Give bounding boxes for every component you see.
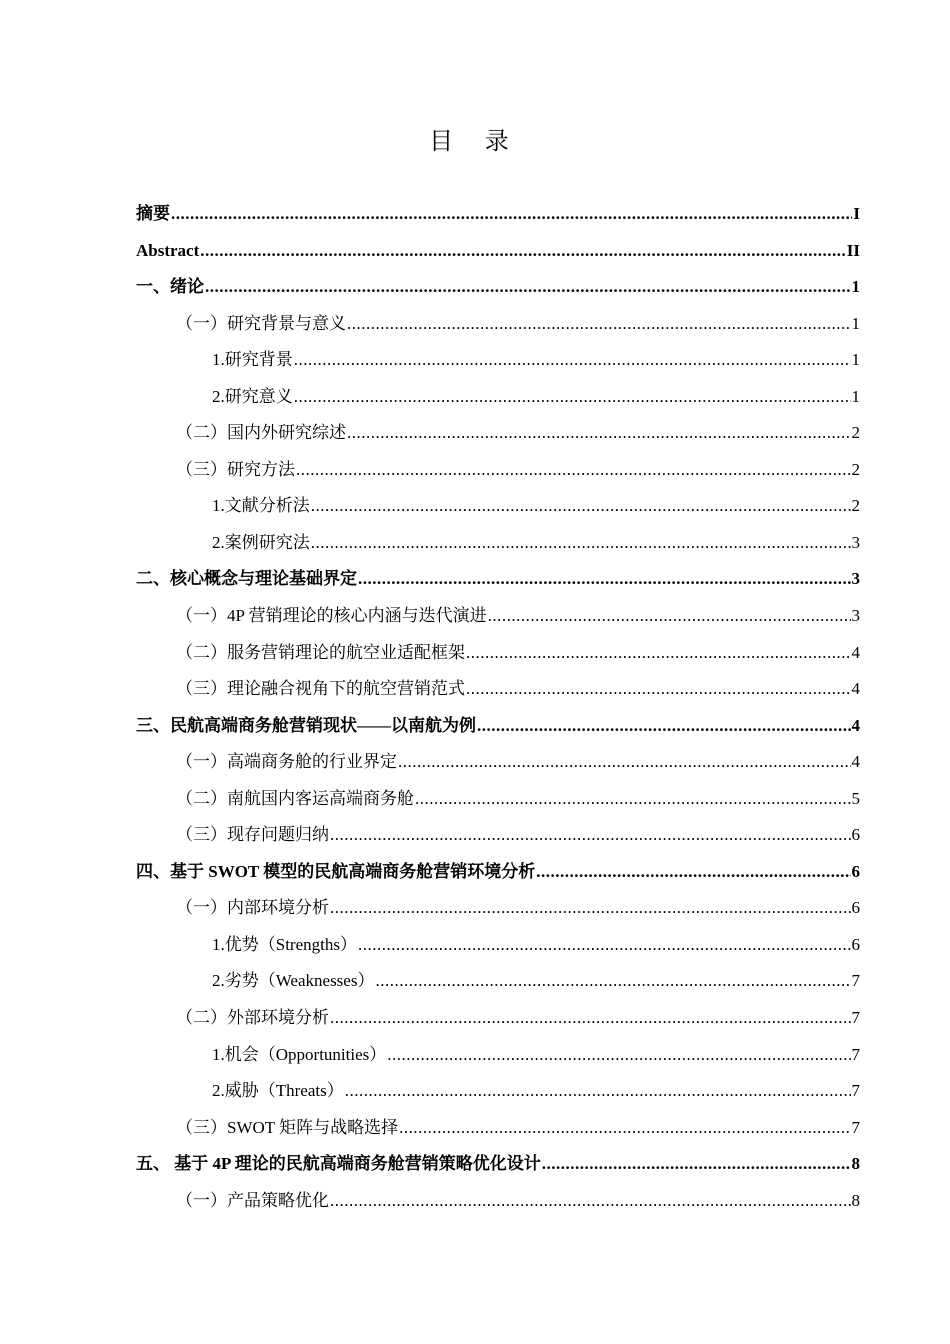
toc-leader-dots	[200, 233, 846, 270]
toc-leader-dots	[345, 1073, 851, 1110]
toc-entry-title: 三、民航高端商务舱营销现状——以南航为例	[136, 715, 476, 735]
toc-entry-title: （一）产品策略优化	[176, 1190, 329, 1210]
toc-entry-page: 8	[851, 1190, 860, 1210]
page-title: 目 录	[429, 127, 521, 155]
toc-entry[interactable]	[136, 1183, 860, 1220]
toc-leader-dots	[375, 963, 850, 1000]
toc-entry-page: 3	[851, 606, 860, 626]
toc-entry[interactable]	[136, 1073, 860, 1110]
toc-entry[interactable]	[136, 196, 860, 233]
toc-entry[interactable]	[136, 1037, 860, 1074]
toc-entry[interactable]	[136, 927, 860, 964]
toc-entry-title: 2.案例研究法	[212, 532, 310, 552]
toc-entry[interactable]	[136, 525, 860, 562]
toc-leader-dots	[477, 708, 851, 745]
toc-leader-dots	[330, 1000, 851, 1037]
toc-entry-page: 3	[851, 532, 860, 552]
toc-entry[interactable]	[136, 635, 860, 672]
toc-entry-title: （一）高端商务舱的行业界定	[176, 752, 397, 772]
toc-entry[interactable]	[136, 1110, 860, 1147]
toc-entry[interactable]	[136, 452, 860, 489]
toc-leader-dots	[358, 927, 851, 964]
toc-entry-title: （三）现存问题归纳	[176, 825, 329, 845]
toc-entry-title: 1.研究背景	[212, 350, 293, 370]
toc-entry-page: 6	[851, 898, 860, 918]
toc-entry-title: 二、核心概念与理论基础界定	[136, 569, 357, 589]
toc-entry[interactable]	[136, 854, 860, 891]
toc-leader-dots	[205, 269, 851, 306]
toc-leader-dots	[294, 379, 851, 416]
toc-entry-page: 6	[851, 934, 860, 954]
toc-entry-title: 1.优势（Strengths）	[212, 934, 357, 954]
toc-entry[interactable]	[136, 598, 860, 635]
toc-entry-title: （二）外部环境分析	[176, 1008, 329, 1028]
toc-leader-dots	[330, 890, 851, 927]
toc-entry-page: 2	[851, 423, 860, 443]
toc-entry[interactable]	[136, 415, 860, 452]
toc-leader-dots	[387, 1037, 850, 1074]
toc-entry[interactable]	[136, 963, 860, 1000]
toc-entry-page: 2	[851, 496, 860, 516]
toc-leader-dots	[399, 1110, 850, 1147]
toc-entry-title: （一）研究背景与意义	[176, 313, 346, 333]
toc-entry-page: 7	[851, 971, 860, 991]
toc-entry-title: 2.威胁（Threats）	[212, 1081, 344, 1101]
toc-entry-page: 4	[851, 715, 860, 735]
toc-entry-title: 摘要	[136, 204, 170, 223]
toc-entry-title: （二）服务营销理论的航空业适配框架	[176, 642, 465, 662]
toc-entry-title: 五、 基于 4P 理论的民航高端商务舱营销策略优化设计	[136, 1154, 541, 1174]
toc-entry-title: 2.劣势（Weaknesses）	[212, 971, 375, 991]
toc-entry-page: 2	[851, 459, 860, 479]
toc-entry-page: 7	[851, 1008, 860, 1028]
toc-entry-page: 1	[851, 277, 860, 297]
toc-leader-dots	[311, 488, 851, 525]
toc-leader-dots	[542, 1146, 851, 1183]
toc-entry-title: 一、绪论	[136, 277, 204, 297]
toc-entry[interactable]	[136, 342, 860, 379]
toc-entry[interactable]	[136, 817, 860, 854]
toc-entry-page: 7	[851, 1044, 860, 1064]
toc-entry-page: 6	[851, 825, 860, 845]
toc-entry[interactable]	[136, 1146, 860, 1183]
toc-entry-page: 4	[851, 679, 860, 699]
toc-leader-dots	[311, 525, 851, 562]
toc-entry[interactable]	[136, 269, 860, 306]
toc-entry-page: 5	[851, 788, 860, 808]
toc-leader-dots	[330, 1183, 851, 1220]
toc-leader-dots	[488, 598, 851, 635]
toc-entry[interactable]	[136, 1000, 860, 1037]
toc-leader-dots	[466, 635, 851, 672]
toc-leader-dots	[347, 306, 851, 343]
toc-entry-page: 8	[851, 1154, 860, 1174]
toc-entry-title: （二）南航国内客运高端商务舱	[176, 788, 414, 808]
toc-entry-title: 四、基于 SWOT 模型的民航高端商务舱营销环境分析	[136, 861, 536, 881]
toc-entry-page: 4	[851, 642, 860, 662]
table-of-contents	[136, 196, 860, 1219]
toc-entry-page: II	[846, 240, 860, 260]
toc-entry[interactable]	[136, 708, 860, 745]
toc-leader-dots	[466, 671, 851, 708]
toc-entry-page: 1	[851, 386, 860, 406]
toc-leader-dots	[398, 744, 851, 781]
toc-entry[interactable]	[136, 671, 860, 708]
toc-entry-page: 1	[851, 350, 860, 370]
toc-entry[interactable]	[136, 890, 860, 927]
toc-leader-dots	[415, 781, 851, 818]
toc-entry-title: （二）国内外研究综述	[176, 423, 346, 443]
toc-leader-dots	[296, 452, 851, 489]
toc-entry-page: 6	[851, 861, 860, 881]
toc-entry[interactable]	[136, 781, 860, 818]
toc-entry-title: （三）研究方法	[176, 459, 295, 479]
toc-entry-title: （三）理论融合视角下的航空营销范式	[176, 679, 465, 699]
toc-leader-dots	[347, 415, 851, 452]
toc-entry-page: I	[853, 204, 860, 223]
toc-entry-title: （一）内部环境分析	[176, 898, 329, 918]
toc-entry-page: 1	[851, 313, 860, 333]
toc-entry[interactable]	[136, 744, 860, 781]
toc-entry[interactable]	[136, 379, 860, 416]
toc-entry-title: 1.机会（Opportunities）	[212, 1044, 387, 1064]
toc-entry-title: 2.研究意义	[212, 386, 293, 406]
toc-entry-title: 1.文献分析法	[212, 496, 310, 516]
toc-entry-title: （三）SWOT 矩阵与战略选择	[176, 1117, 399, 1137]
toc-entry[interactable]	[136, 488, 860, 525]
toc-entry-page: 3	[851, 569, 860, 589]
toc-leader-dots	[358, 561, 851, 598]
toc-entry-page: 7	[851, 1117, 860, 1137]
toc-entry[interactable]	[136, 233, 860, 270]
toc-entry-page: 4	[851, 752, 860, 772]
toc-leader-dots	[294, 342, 851, 379]
toc-entry-title: Abstract	[136, 240, 200, 260]
toc-leader-dots	[171, 196, 852, 233]
toc-entry[interactable]	[136, 561, 860, 598]
toc-entry[interactable]	[136, 306, 860, 343]
toc-entry-title: （一）4P 营销理论的核心内涵与迭代演进	[176, 606, 487, 626]
toc-leader-dots	[330, 817, 851, 854]
toc-leader-dots	[536, 854, 850, 891]
toc-entry-page: 7	[851, 1081, 860, 1101]
